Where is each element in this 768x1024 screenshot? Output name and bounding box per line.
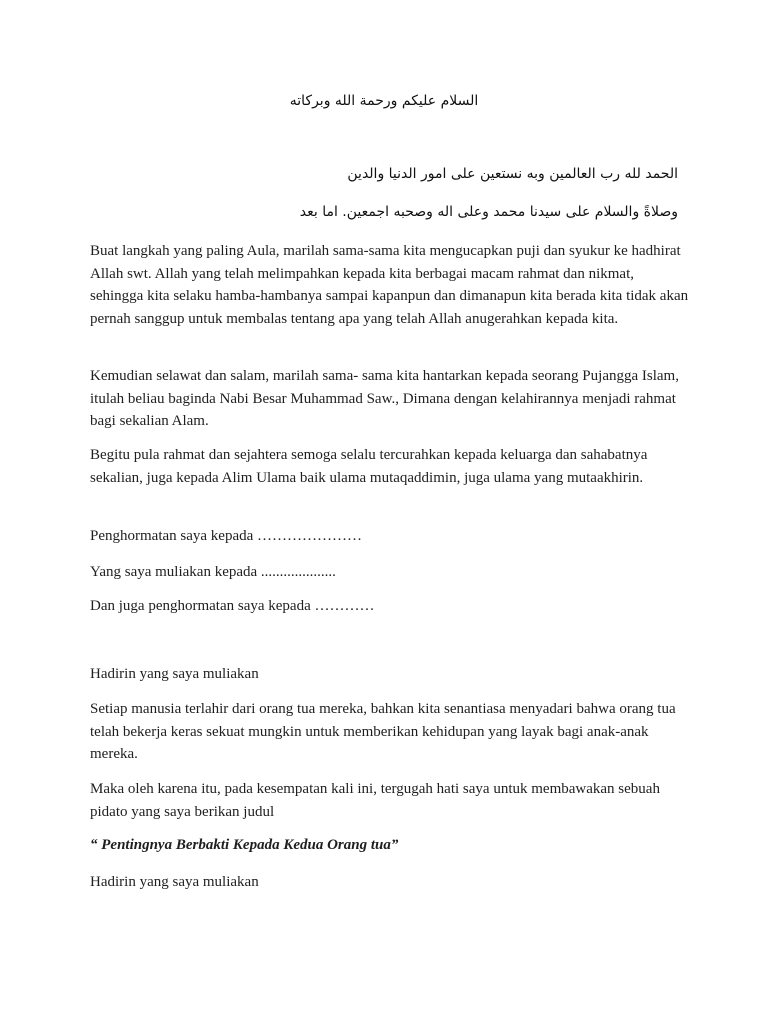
paragraph-opening-praise: Buat langkah yang paling Aula, marilah sama-sama kita mengucapkan puji dan syukur ke hadhirat Allah swt. Allah yang telah melimpahkan kepada kita berbagai macam rahmat dan nikmat, sehingga kita selaku hamba-hambanya sampai kapanpun dan dimanapun kita berada kita tidak akan pernah sanggup untuk membalas tentang apa yang telah Allah anugerahkan kepada kita. xyxy=(90,243,689,327)
paragraph-speech-intro: Maka oleh karena itu, pada kesempatan kali ini, tergugah hati saya untuk membawakan sebuah pidato yang saya berikan judul xyxy=(90,781,660,820)
speech-title: “ Pentingnya Berbakti Kepada Kedua Orang tua” xyxy=(90,837,399,853)
paragraph-respect-3: Dan juga penghormatan saya kepada ………… xyxy=(90,598,375,614)
paragraph-respect-2: Yang saya muliakan kepada .................... xyxy=(90,564,336,580)
paragraph-respect-1: Penghormatan saya kepada ………………… xyxy=(90,528,363,544)
paragraph-address-1: Hadirin yang saya muliakan xyxy=(90,666,259,682)
paragraph-blessings: Begitu pula rahmat dan sejahtera semoga selalu tercurahkan kepada keluarga dan sahabatnya sekalian, juga kepada Alim Ulama baik ulama mutaqaddimin, juga ulama yang mutaakhirin. xyxy=(90,447,648,486)
paragraph-parents: Setiap manusia terlahir dari orang tua mereka, bahkan kita senantiasa menyadari bahwa orang tua telah bekerja keras sekuat mungkin untuk memberikan kehidupan yang layak bagi anak-anak mereka. xyxy=(90,701,676,762)
arabic-salutation-line: وصلاةً والسلام على سيدنا محمد وعلى اله وصحبه اجمعين. اما بعد xyxy=(299,204,678,220)
paragraph-salawat: Kemudian selawat dan salam, marilah sama- sama kita hantarkan kepada seorang Pujangga Islam, itulah beliau baginda Nabi Besar Muhammad Saw., Dimana dengan kelahirannya menjadi rahmat bagi sekalian Alam. xyxy=(90,368,679,429)
arabic-greeting: السلام عليكم ورحمة الله وبركاته xyxy=(289,93,479,109)
arabic-praise-line: الحمد لله رب العالمين وبه نستعين على امور الدنيا والدين xyxy=(347,166,678,182)
paragraph-address-2: Hadirin yang saya muliakan xyxy=(90,874,259,890)
